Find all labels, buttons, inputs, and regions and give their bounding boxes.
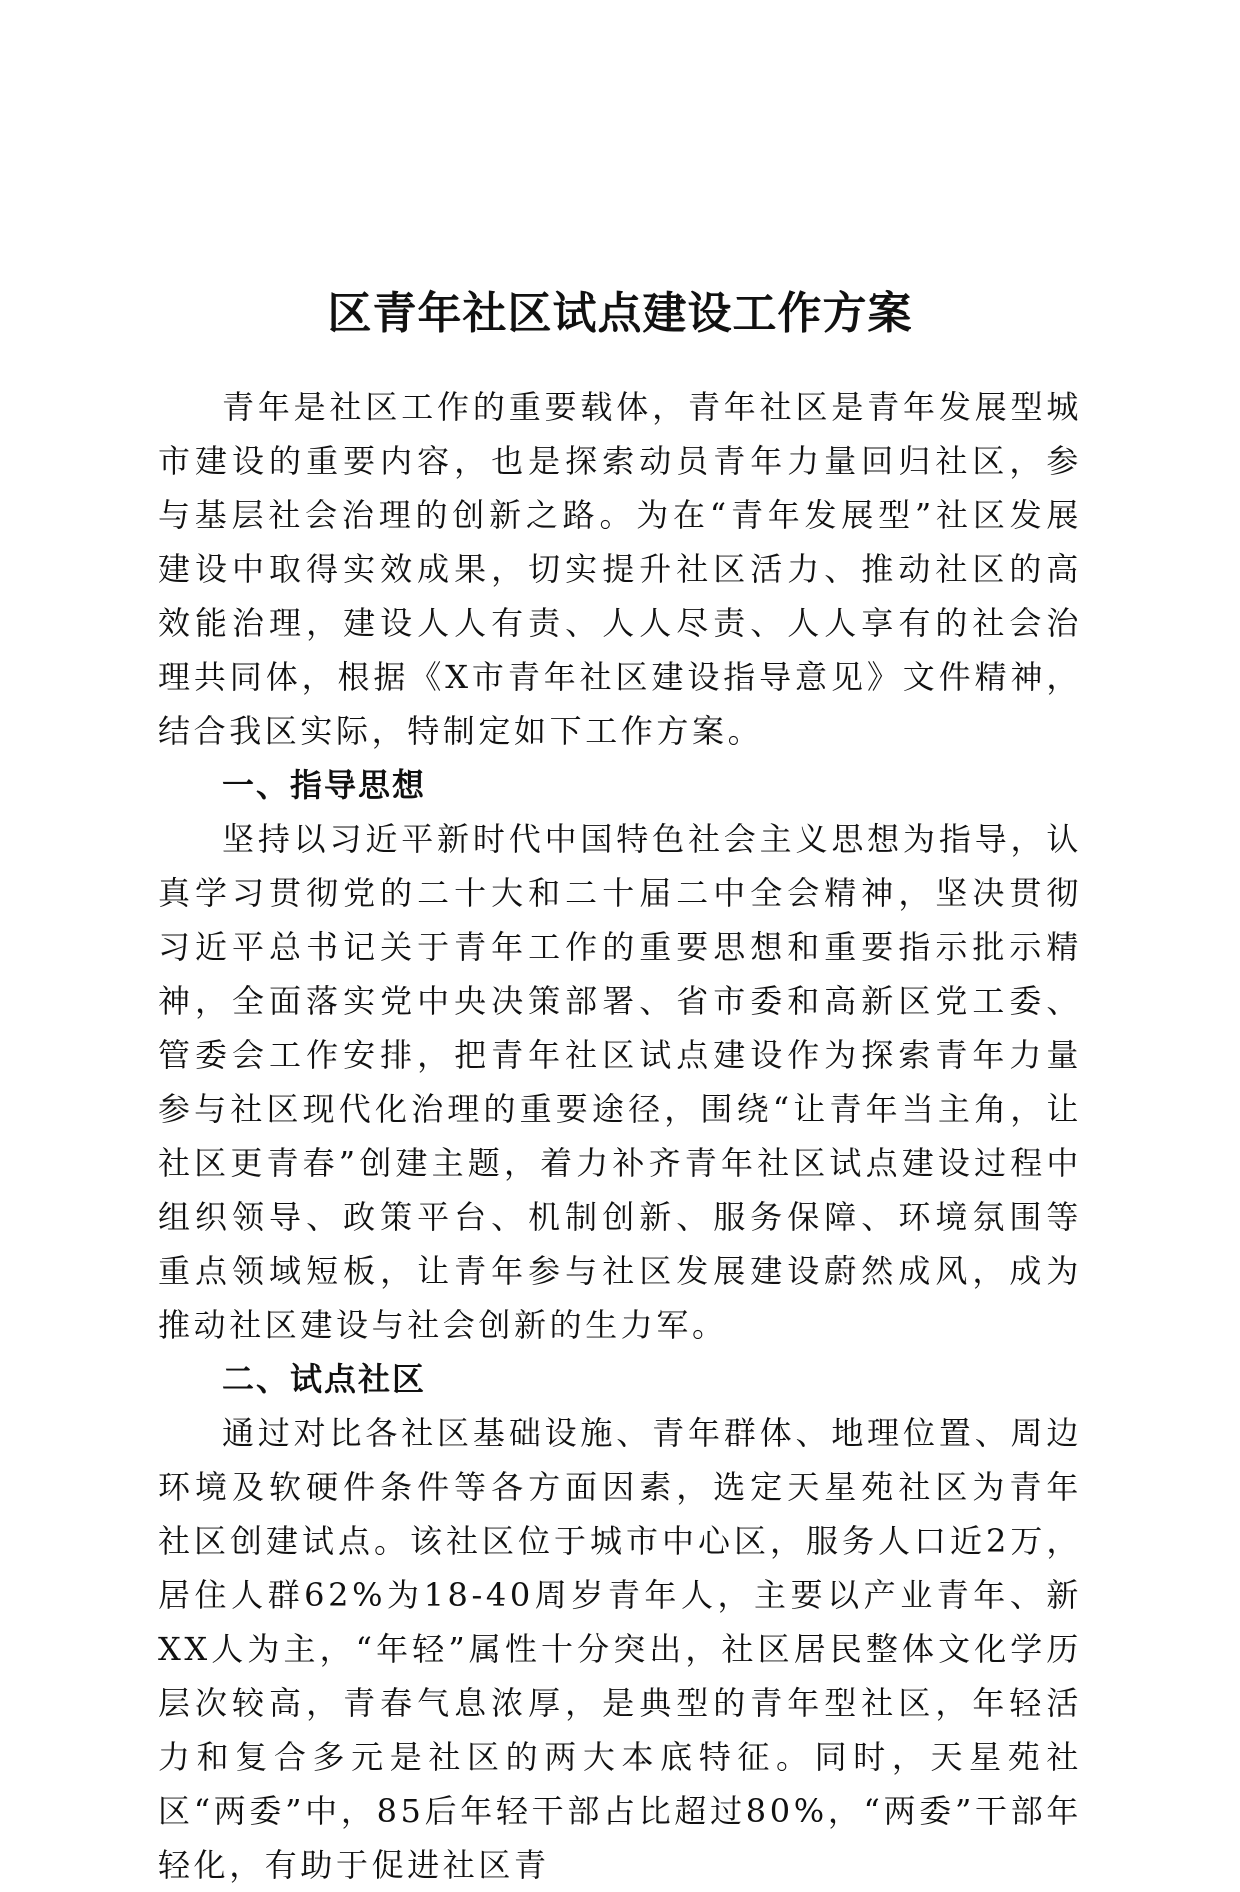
document-title: 区青年社区试点建设工作方案	[327, 288, 913, 340]
section-paragraph-pilot-community: 通过对比各社区基础设施、青年群体、地理位置、周边环境及软硬件条件等各方面因素，选定天星苑社区为青年社区创建试点。该社区位于城市中心区，服务人口近2万，居住人群62%为18-40周岁青年人，主要以产业青年、新XX人为主，“年轻”属性十分突出，社区居民整体文化学历层次较高，青春气息浓厚，是典型的青年型社区，年轻活力和复合多元是社区的两大本底特征。同时，天星苑社区“两委”中，85后年轻干部占比超过80%，“两委”干部年轻化，有助于促进社区青	[158, 1414, 1082, 1884]
intro-paragraph: 青年是社区工作的重要载体，青年社区是青年发展型城市建设的重要内容，也是探索动员青年力量回归社区，参与基层社会治理的创新之路。为在“青年发展型”社区发展建设中取得实效成果，切实提升社区活力、推动社区的高效能治理，建设人人有责、人人尽责、人人享有的社会治理共同体，根据《X市青年社区建设指导意见》文件精神，结合我区实际，特制定如下工作方案。	[158, 388, 1082, 750]
section-paragraph-guiding-ideology: 坚持以习近平新时代中国特色社会主义思想为指导，认真学习贯彻党的二十大和二十届二中全会精神，坚决贯彻习近平总书记关于青年工作的重要思想和重要指示批示精神，全面落实党中央决策部署、省市委和高新区党工委、管委会工作安排，把青年社区试点建设作为探索青年力量参与社区现代化治理的重要途径，围绕“让青年当主角，让社区更青春”创建主题，着力补齐青年社区试点建设过程中组织领导、政策平台、机制创新、服务保障、环境氛围等重点领域短板，让青年参与社区发展建设蔚然成风，成为推动社区建设与社会创新的生力军。	[158, 820, 1082, 1344]
section-heading-guiding-ideology: 一、指导思想	[222, 766, 427, 804]
document-body	[158, 380, 1082, 1892]
section-heading-pilot-community: 二、试点社区	[222, 1360, 427, 1398]
